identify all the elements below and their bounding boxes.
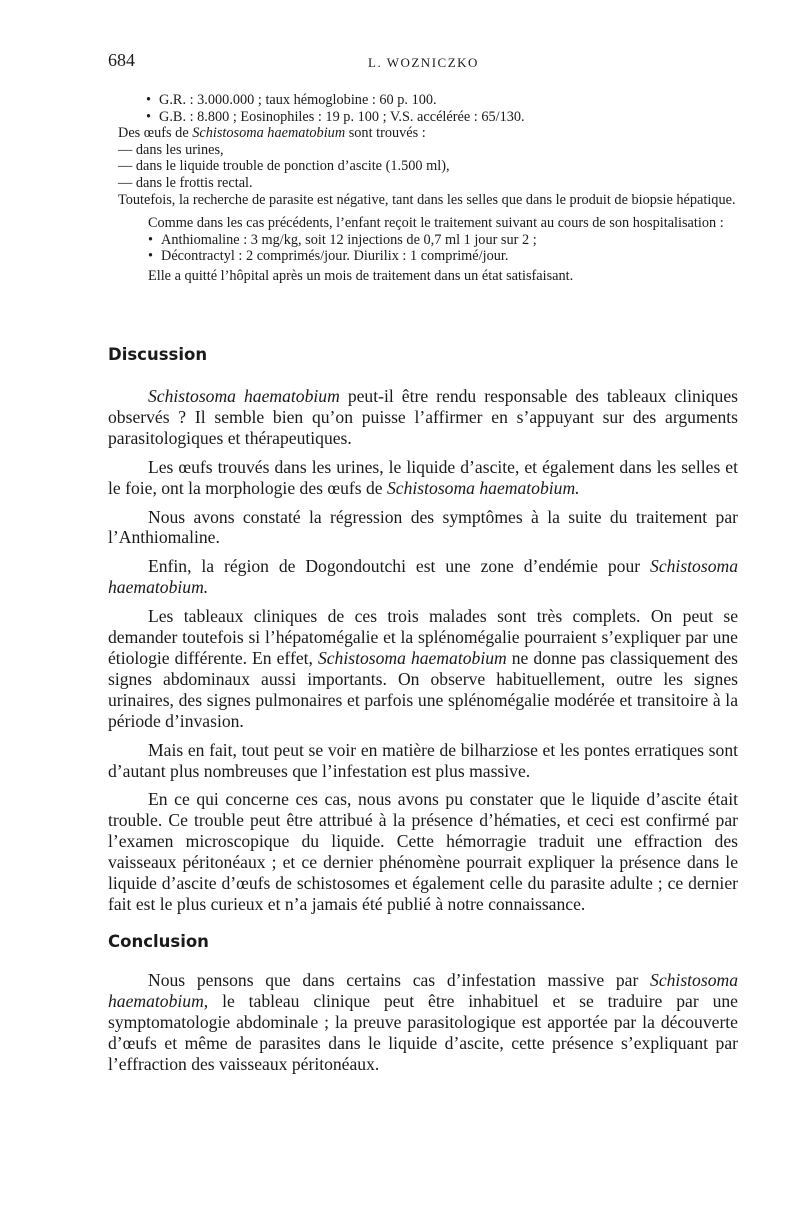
- running-header: [108, 50, 738, 80]
- case-outcome: Elle a quitté l’hôpital après un mois de traitement dans un état satisfaisant.: [148, 267, 574, 284]
- discussion-paragraph-5: Les tableaux cliniques de ces trois malades sont très complets. On peut se demander toutefois si l’hépatomégalie et la splénomégalie pourraient s’expliquer par une étiologie différente. En effet, Schistosoma haematobium ne donne pas classiquement des signes abdominaux aussi importants. On observe habituellement, outre les signes urinaires, des signes pulmonaires et parfois une splénomégalie modérée et transitoire à la période d’invasion.: [108, 606, 738, 731]
- species-name: Schistosoma haematobium.: [387, 477, 580, 498]
- conclusion-body: [108, 970, 738, 1083]
- running-author: L. WOZNICZKO: [368, 55, 479, 70]
- discussion-paragraph-1: Schistosoma haematobium peut-il être rendu responsable des tableaux cliniques observés ? Il semble bien qu’on puisse l’affirmer en s’appuyant sur des arguments parasitologiques et thérapeutiques.: [108, 386, 738, 448]
- discussion-paragraph-6: Mais en fait, tout peut se voir en matière de bilharziose et les pontes erratiques sont d’autant plus nombreuses que l’infestation est plus massive.: [108, 739, 738, 781]
- eggs-item-rectal: — dans le frottis rectal.: [118, 174, 253, 191]
- discussion-body: [108, 386, 738, 923]
- treatment-item-1: • Anthiomaline : 3 mg/kg, soit 12 injections de 0,7 ml 1 jour sur 2 ;: [108, 232, 738, 249]
- species-name: Schistosoma haematobium: [317, 647, 507, 668]
- conclusion-heading: Conclusion: [108, 932, 209, 951]
- discussion-paragraph-7: En ce qui concerne ces cas, nous avons pu constater que le liquide d’ascite était trouble. Ce trouble peut être attribué à la présence d’hématies, et ceci est confirmé par l’examen microscopique du liquide. Cette hémorragie traduit une effraction des vaisseaux péritonéaux ; et ce dernier phénomène pourrait expliquer la présence dans le liquide d’ascite d’œufs de schistosomes et également celle du parasite adulte ; ce dernier fait est le plus curieux et n’a jamais été publié à notre connaissance.: [108, 789, 738, 914]
- lab-result-gr: • G.R. : 3.000.000 ; taux hémoglobine : 60 p. 100.: [108, 92, 738, 109]
- species-name: Schistosoma haematobium,: [108, 970, 738, 1011]
- eggs-intro: Des œufs de Schistosoma haematobium sont trouvés :: [118, 125, 426, 142]
- species-name: Schistosoma haematobium.: [108, 556, 738, 598]
- eggs-item-urine: — dans les urines,: [118, 141, 224, 158]
- treatment-item-2: • Décontractyl : 2 comprimés/jour. Diurilix : 1 comprimé/jour.: [108, 248, 738, 265]
- conclusion-paragraph: Nous pensons que dans certains cas d’infestation massive par Schistosoma haematobium, le tableau clinique peut être inhabituel et se traduire par une symptomatologie abdominale ; la preuve parasitologique est apportée par la découverte d’œufs et même de parasites dans le liquide d’ascite, cette présence s’expliquant par l’effraction des vaisseaux péritonéaux.: [108, 970, 738, 1074]
- species-name: Schistosoma haematobium: [192, 125, 346, 142]
- eggs-item-ascites: — dans le liquide trouble de ponction d’ascite (1.500 ml),: [118, 158, 450, 175]
- negative-search: Toutefois, la recherche de parasite est négative, tant dans les selles que dans le produit de biopsie hépatique.: [118, 191, 736, 208]
- page-number: 684: [108, 50, 135, 70]
- treatment-intro: Comme dans les cas précédents, l’enfant reçoit le traitement suivant au cours de son hospitalisation :: [148, 215, 724, 232]
- case-report: [108, 92, 738, 285]
- species-name: Schistosoma haematobium: [148, 386, 340, 406]
- discussion-heading: Discussion: [108, 345, 208, 364]
- discussion-paragraph-2: Les œufs trouvés dans les urines, le liquide d’ascite, et également dans les selles et le foie, ont la morphologie des œufs de Schistosoma haematobium.: [108, 456, 738, 498]
- discussion-paragraph-3: Nous avons constaté la régression des symptômes à la suite du traitement par l’Anthiomaline.: [108, 506, 738, 548]
- discussion-paragraph-4: Enfin, la région de Dogondoutchi est une zone d’endémie pour Schistosoma haematobium.: [108, 556, 738, 598]
- lab-result-gb: • G.B. : 8.800 ; Eosinophiles : 19 p. 100 ; V.S. accélérée : 65/130.: [108, 109, 738, 126]
